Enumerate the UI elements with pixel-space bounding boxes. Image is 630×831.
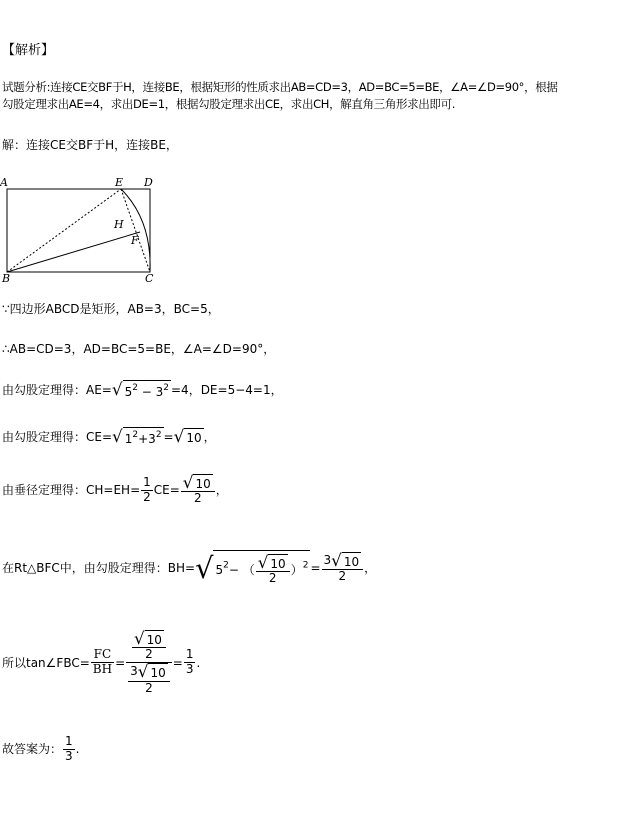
step-2: ∴AB=CD=3，AD=BC=5=BE，∠A=∠D=90°， [2, 342, 276, 356]
fraction-half: $\frac{1}{2}$ [143, 474, 151, 504]
fraction-one-third: $\frac{1}{3}$ [185, 647, 194, 677]
fraction-fc-over-bh: $\frac{FC}{BH}$ [92, 647, 113, 677]
answer-prefix: 故答案为： [2, 742, 63, 757]
label-c: C [145, 272, 154, 282]
step-7-prefix: 所以tan∠FBC= [2, 655, 90, 670]
segment-bf [7, 232, 140, 272]
fraction-3sqrt10-over-2: $\frac{3√ 10}{2}$ [322, 552, 364, 584]
step-3-suffix: =4，DE=5−4=1， [171, 382, 283, 397]
rectangle-figure [0, 172, 170, 282]
section-heading: 【解析】 [2, 43, 55, 58]
step-1: ∵四边形ABCD是矩形，AB=3，BC=5， [2, 302, 220, 316]
fraction-sqrt10-over-2: $\frac{√ 10}{2}$ [181, 474, 215, 506]
step-5: 由垂径定理得：CH=EH= $\frac{1}{2}$ CE= $\frac{√ 10}{2}$ ， [2, 472, 228, 506]
step-3-prefix: 由勾股定理得：AE= [2, 382, 112, 397]
sqrt-ce: √ $1^2+3^2$ [112, 426, 162, 447]
analysis-line-2: 勾股定理求出AE=4，求出DE=1，根据勾股定理求出CE，求出CH，解直角三角形求出即可. [2, 97, 456, 111]
label-a: A [0, 176, 8, 189]
answer-fraction: $\frac{1}{3}$ [65, 734, 73, 763]
step-4: 由勾股定理得：CE=√ $1^2+3^2$ =√ 10 ， [2, 426, 216, 447]
step-3 [2, 380, 283, 399]
step-6-prefix: 在Rt△BFC中，由勾股定理得：BH= [2, 561, 196, 576]
label-e: E [115, 176, 124, 189]
solution-intro: 解：连接CE交BF于H，连接BE， [2, 138, 178, 152]
segment-be [7, 189, 121, 272]
label-f: F [131, 234, 139, 247]
step-5-prefix: 由垂径定理得：CH=EH= [2, 483, 141, 498]
step-4-prefix: 由勾股定理得：CE= [2, 429, 113, 444]
compound-fraction: $\frac{\frac{√ 10}{2}}{\frac{3√ 10}{2}}$ [126, 630, 172, 695]
step-7: 所以tan∠FBC= $\frac{FC}{BH}$ = $\frac{\frac{√ 10}{2}}{\frac{3√ 10}{2}}$ = $\frac{1}{3}$ . [2, 628, 201, 695]
final-answer: 故答案为： $\frac{1}{3}$ . [2, 734, 80, 763]
sqrt-10: √ 10 [173, 426, 202, 447]
analysis-line-1: 试题分析:连接CE交BF于H，连接BE，根据矩形的性质求出AB=CD=3，AD=BC=5=BE，∠A=∠D=90°，根据 [2, 80, 558, 94]
sqrt-ae: √ $5^2 - 3^2$ [111, 379, 169, 400]
label-b: B [2, 272, 11, 282]
label-h: H [114, 218, 124, 231]
step-6: 在Rt△BFC中，由勾股定理得：BH=√ $5^2-$ （ $\frac{√ 10}{2}$ ）$^2$ = $\frac{3√ 10}{2}$ ， [2, 550, 377, 586]
label-d: D [144, 176, 153, 189]
sqrt-bh: √ $5^2-$ （ $\frac{√ 10}{2}$ ）$^2$ [195, 550, 309, 586]
rectangle-abcd [7, 189, 150, 272]
